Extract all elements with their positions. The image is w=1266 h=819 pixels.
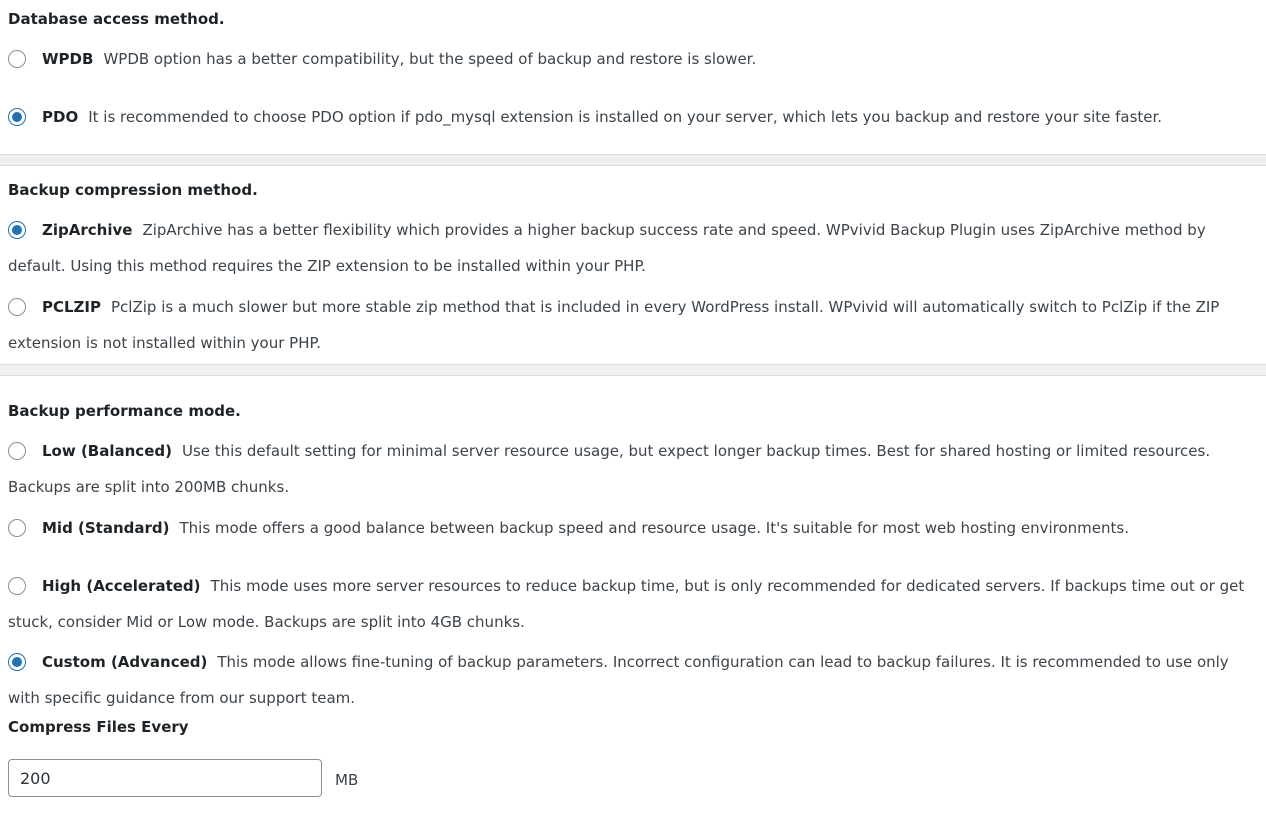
option-pclzip-name: PCLZIP	[42, 298, 102, 316]
option-low-balanced-name: Low (Balanced)	[42, 442, 172, 460]
option-ziparchive[interactable]	[8, 212, 1258, 284]
option-wpdb[interactable]	[8, 41, 1258, 77]
option-ziparchive-name: ZipArchive	[42, 221, 133, 239]
radio-wpdb[interactable]	[8, 50, 26, 68]
compression-heading: Backup compression method.	[8, 181, 258, 199]
option-pdo-name: PDO	[42, 108, 79, 126]
option-pdo[interactable]	[8, 99, 1258, 135]
section-divider	[0, 154, 1266, 166]
option-custom-advanced[interactable]	[8, 644, 1258, 716]
option-custom-advanced-name: Custom (Advanced)	[42, 653, 208, 671]
radio-pdo[interactable]	[8, 108, 26, 126]
compress-files-input[interactable]	[8, 759, 322, 797]
option-high-accelerated-name: High (Accelerated)	[42, 577, 201, 595]
performance-heading: Backup performance mode.	[8, 402, 241, 420]
database-access-heading: Database access method.	[8, 10, 225, 28]
option-low-balanced-description: Use this default setting for minimal server resource usage, but expect longer backup times. Best for shared hosting or limited resources. Backups are split into 200MB chunks.	[8, 442, 1211, 496]
option-wpdb-description: WPDB option has a better compatibility, but the speed of backup and restore is slower.	[103, 50, 757, 68]
option-low-balanced[interactable]	[8, 433, 1258, 505]
radio-mid-standard[interactable]	[8, 519, 26, 537]
compress-files-unit: MB	[335, 771, 359, 789]
option-mid-standard-name: Mid (Standard)	[42, 519, 170, 537]
radio-pclzip[interactable]	[8, 298, 26, 316]
option-mid-standard[interactable]	[8, 510, 1258, 546]
radio-low-balanced[interactable]	[8, 442, 26, 460]
option-high-accelerated[interactable]	[8, 568, 1258, 640]
option-pdo-description: It is recommended to choose PDO option if pdo_mysql extension is installed on your server, which lets you backup and restore your site faster.	[88, 108, 1163, 126]
option-wpdb-name: WPDB	[42, 50, 94, 68]
option-mid-standard-description: This mode offers a good balance between backup speed and resource usage. It's suitable for most web hosting environments.	[179, 519, 1129, 537]
option-high-accelerated-description: This mode uses more server resources to reduce backup time, but is only recommended for dedicated servers. If backups time out or get stuck, consider Mid or Low mode. Backups are split into 4GB chunks.	[8, 577, 1245, 631]
section-divider	[0, 364, 1266, 376]
option-pclzip-description: PclZip is a much slower but more stable zip method that is included in every WordPress install. WPvivid will automatically switch to PclZip if the ZIP extension is not installed within your PHP.	[8, 298, 1220, 352]
option-custom-advanced-description: This mode allows fine-tuning of backup parameters. Incorrect configuration can lead to backup failures. It is recommended to use only with specific guidance from our support team.	[8, 653, 1229, 707]
radio-high-accelerated[interactable]	[8, 577, 26, 595]
radio-custom-advanced[interactable]	[8, 653, 26, 671]
radio-ziparchive[interactable]	[8, 221, 26, 239]
option-pclzip[interactable]	[8, 289, 1258, 361]
compress-files-label: Compress Files Every	[8, 718, 189, 736]
option-ziparchive-description: ZipArchive has a better flexibility which provides a higher backup success rate and speed. WPvivid Backup Plugin uses ZipArchive method by default. Using this method requires the ZIP extension to be installed within your PHP.	[8, 221, 1206, 275]
